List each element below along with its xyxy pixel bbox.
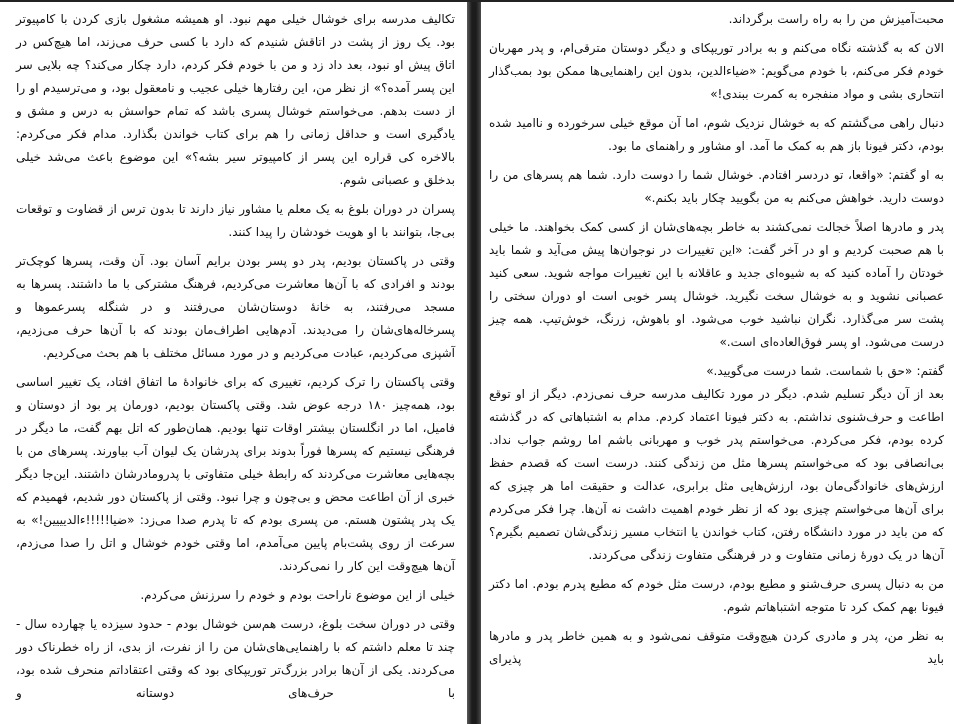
paragraph: تکالیف مدرسه برای خوشال خیلی مهم نبود. او همیشه مشغول بازی کردن با کامپیوتر بود. یک روز از پشت در اتاقش شنیدم که دارد با کسی حرف می‌زند، اما هیچ‌کس در اتاق پیش او نبود، بعد داد زد و من با خودم فکر کردم، دارد چکار می‌کند؟ چه بلایی سر این پسر آمده؟» از نظر من، این رفتارها خیلی عجیب و نامعقول بود، و می‌ترسیدم او را از دست بدهم. می‌خواستم خوشال پسری باشد که تمام حواسش به درس و مشق و یادگیری است و حداقل زمانی را هم برای کتاب خواندن بگذارد. مدام فکر می‌کردم: بالاخره کی قراره این پسر از کامپیوتر سیر بشه؟» این موضوع باعث می‌شد خیلی بدخلق و عصبانی شوم. [16,12,455,187]
paragraph: دنبال راهی می‌گشتم که به خوشال نزدیک شوم، اما آن موقع خیلی سرخورده و ناامید شده بودم، دکتر فیونا باز هم به کمک ما آمد. او مشاور و راهنمای ما بود. [489,116,944,153]
paragraph: بعد از آن دیگر تسلیم شدم. دیگر در مورد تکالیف مدرسه حرف نمی‌زدم. دیگر از او توقع اطاعت و حرف‌شنوی نداشتم. به دکتر فیونا اعتماد کردم. مدام به اشتباهاتی که در گذشته کرده بودم، فکر می‌کردم. می‌خواستم پدر خوب و مهربانی باشم اما روشم جواب نداد. بی‌انصافی بود که می‌خواستم پسرها مثل من زندگی کنند. درست است که قصدم حفظ ارزش‌های خانوادگی‌مان بود، ارزش‌هایی مثل برابری، عدالت و حقیقت اما هر چیزی که برای آن‌ها می‌خواستم چیزی بود که از نظر خودم اهمیت داشت نه آن‌ها. چرا فکر می‌کردم که من باید در مورد دانشگاه رفتن، کتاب خواندن یا انتخاب مسیر زندگی‌شان تصمیم بگیرم؟ آن‌ها در یک دورهٔ زمانی متفاوت و در فرهنگی متفاوت زندگی می‌کردند. [489,387,944,562]
page-gutter [467,2,481,724]
paragraph: وقتی در پاکستان بودیم، پدر دو پسر بودن برایم آسان بود. آن وقت، پسرها کوچک‌تر بودند و افرادی که با آن‌ها معاشرت می‌کردیم، فرهنگ مشترکی با ما داشتند. پسرها به مسجد می‌رفتند، به خانهٔ دوستان‌شان می‌رفتند و در شنگله پسرعموها و پسرخاله‌های‌شان را می‌دیدند. آدم‌هایی اطراف‌مان بودند که با آن‌ها حرف می‌زدیم، آشپزی می‌کردیم، عبادت می‌کردیم و در مورد مسائل مختلف با هم بحث می‌کردیم. [16,254,455,360]
paragraph: گفتم: «حق با شماست. شما درست می‌گویید.» [706,364,944,378]
paragraph: به او گفتم: «واقعا، تو دردسر افتادم. خوشال شما را دوست دارد. شما هم پسرهای من را دوست دارید. خواهش می‌کنم به من بگویید چکار باید بکنم.» [489,168,944,205]
paragraph: پدر و مادرها اصلاً خجالت نمی‌کشند به خاطر بچه‌های‌شان از کسی کمک بخواهند. ما خیلی با هم صحبت کردیم و او در آخر گفت: «این تغییرات در نوجوان‌ها پیش می‌آید و شما باید خودتان را آماده کنید که به شیوه‌ای جدید و عاقلانه با این تغییرات مواجه شوید. سعی کنید عصبانی نشوید و به خوشال سخت نگیرید. خوشال پسر خوبی است او دوران سختی را پشت سر می‌گذارد. نگران نباشید خوب می‌شود. او باهوش، زرنگ، خوش‌تیپ. همه چیز درست می‌شود. او پسر فوق‌العاده‌ای است.» [489,220,944,349]
paragraph: من به دنبال پسری حرف‌شنو و مطیع بودم، درست مثل خودم که مطیع پدرم بودم. اما دکتر فیونا بهم کمک کرد تا متوجه اشتباهاتم شوم. [489,577,944,614]
paragraph: پسران در دوران بلوغ به یک معلم یا مشاور نیاز دارند تا بدون ترس از قضاوت و توقعات بی‌جا، بتوانند با او هویت خودشان را پیدا کنند. [16,202,455,239]
left-page [0,2,467,724]
paragraph: وقتی پاکستان را ترک کردیم، تغییری که برای خانوادهٔ ما اتفاق افتاد، یک تغییر اساسی بود، همه‌چیز ۱۸۰ درجه عوض شد. وقتی پاکستان بودیم، دورمان پر بود از دوستان و فامیل، اما در انگلستان بیشتر اوقات تنها بودیم. همان‌طور که اتل بهم گفت، ما دیگر در فرهنگی نیستیم که پسرها فوراً بدوند برای پدرشان یک لیوان آب بیاورند. پسرهای من با بچه‌هایی معاشرت می‌کردند که رابطهٔ خیلی متفاوتی با پدرومادرشان داشتند. این‌جا دیگر خبری از آن اطاعت محض و بی‌چون و چرا نبود. وقتی از پاکستان دور شدیم، فهمیدم که یک پدر پشتون هستم. من پسری بودم که تا پدرم صدا می‌زد: «ضیا!!!!!ءالدیییین!» به سرعت از روی پشت‌بام پایین می‌آمدم، اما وقتی خودم خوشال و اتل را صدا می‌زدم، آن‌ها هیچ‌وقت این کار را نمی‌کردند. [16,375,456,573]
right-page [481,2,954,724]
paragraph-continued: به نظر من، پدر و مادری کردن هیچ‌وقت متوقف نمی‌شود و به همین خاطر پدر و مادرها باید پذیرای [489,629,944,666]
paragraph: خیلی از این موضوع ناراحت بودم و خودم را سرزنش می‌کردم. [140,588,455,602]
paragraph: الان که به گذشته نگاه می‌کنم و به برادر توریپکای و دیگر دوستان مترقی‌ام، و پدر مهربان خودم فکر می‌کنم، با خودم می‌گویم: «ضیاءالدین، بدون این راهنمایی‌ها ممکن بود بمب‌گذار انتحاری بشی و مواد منفجره به کمرت ببندی!» [489,41,944,101]
paragraph-continued: وقتی در دوران سخت بلوغ، درست هم‌سن خوشال بودم - حدود سیزده یا چهارده سال - چند تا معلم داشتم که با راهنمایی‌های‌شان من را از نفرت، از بدی، از راه خطرناک دور می‌کردند. یکی از آن‌ها برادر بزرگ‌تر توریپکای بود که وقتی اعتقاداتم منحرف شده بود، با حرف‌های دوستانه و [16,617,455,700]
paragraph: محبت‌آمیزش من را به راه راست برگرداند. [728,12,944,26]
